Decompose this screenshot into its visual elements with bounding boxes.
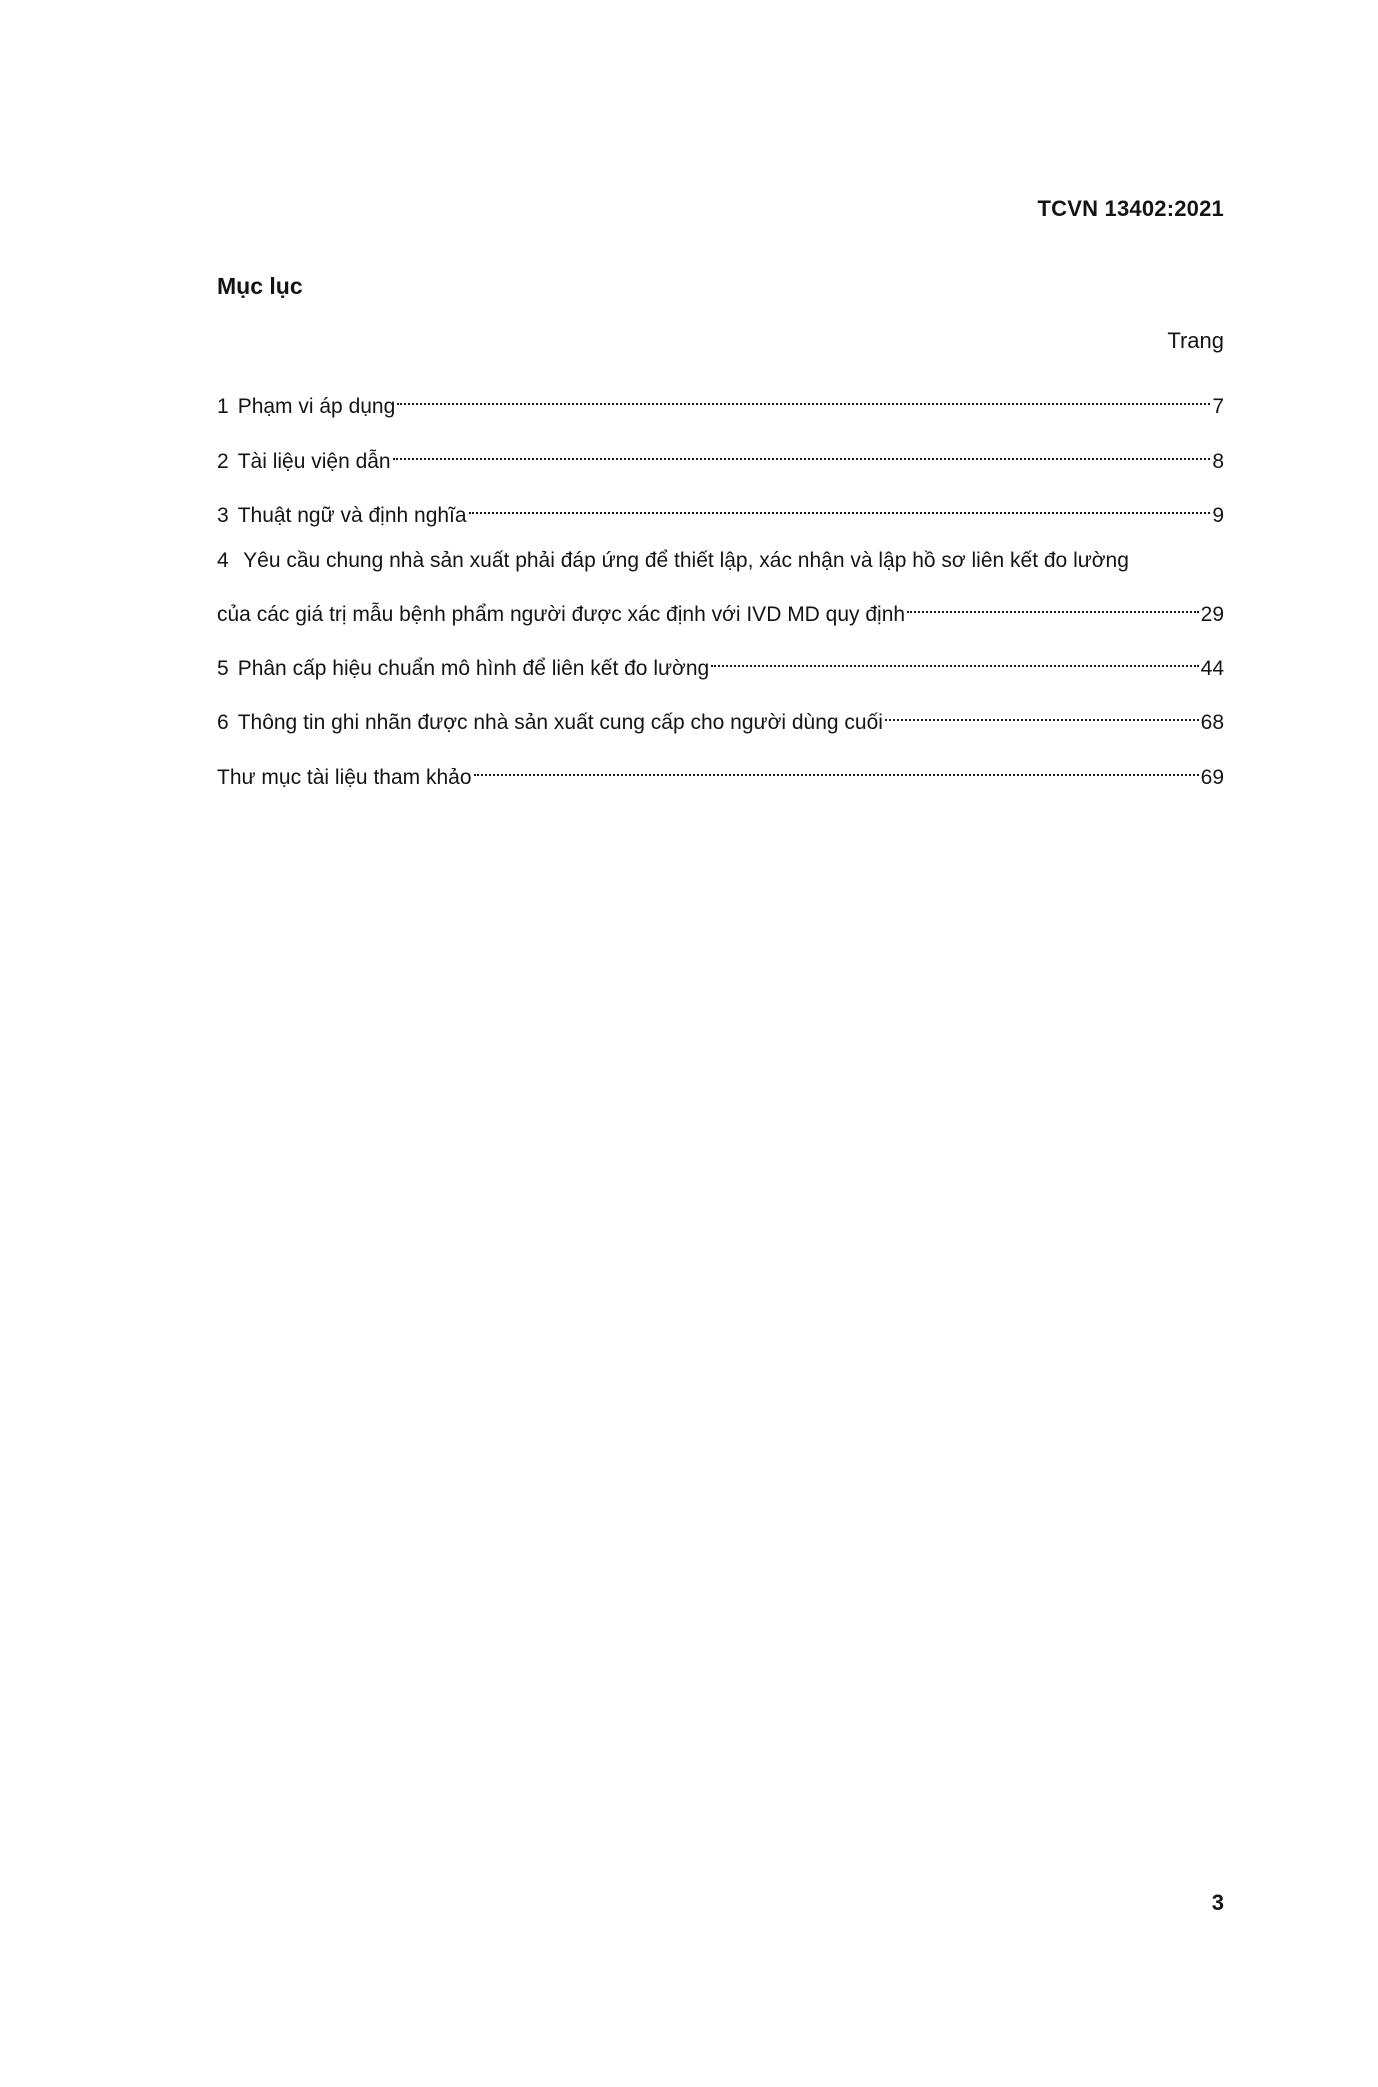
toc-entry-page: 8 (1212, 450, 1224, 473)
page-column-label: Trang (1167, 328, 1224, 353)
dot-leader (474, 754, 1199, 784)
toc-entry-page: 9 (1212, 504, 1224, 527)
toc-entry-number: 1 (217, 395, 229, 418)
toc-entry-number: 2 (217, 450, 229, 473)
toc-entry-text-line2: của các giá trị mẫu bệnh phẩm người được xác định với IVD MD quy định (217, 603, 906, 626)
dot-leader (885, 699, 1199, 729)
toc-entry-2[interactable] (217, 438, 1224, 477)
page-number: 3 (1211, 1890, 1224, 1915)
toc-entry-6[interactable] (217, 699, 1224, 738)
toc-entry-3[interactable] (217, 492, 1224, 531)
toc-entry-1[interactable] (217, 383, 1224, 422)
toc-entry-text-line1: Yêu cầu chung nhà sản xuất phải đáp ứng để thiết lập, xác nhận và lập hồ sơ liên kết đo lường (243, 549, 1129, 572)
toc-entry-text: Thuật ngữ và định nghĩa (237, 504, 467, 527)
toc-entry-number: 5 (217, 657, 229, 680)
dot-leader (907, 591, 1199, 621)
toc-entry-number: 3 (217, 504, 229, 527)
toc-title: Mục lục (217, 273, 303, 299)
toc-entry-number: 6 (217, 711, 229, 734)
toc-entry-text: Phân cấp hiệu chuẩn mô hình để liên kết đo lường (237, 657, 710, 680)
toc-entry-page: 69 (1200, 766, 1224, 789)
toc-entry-page: 44 (1200, 657, 1224, 680)
standard-code: TCVN 13402:2021 (1037, 196, 1224, 221)
toc-entry-page: 7 (1212, 395, 1224, 418)
toc-entry-text: Tài liệu viện dẫn (237, 450, 391, 473)
toc-entry-5[interactable] (217, 645, 1224, 684)
dot-leader (711, 645, 1198, 675)
toc-entry-text: Thư mục tài liệu tham khảo (217, 766, 472, 789)
toc-entry-text: Phạm vi áp dụng (237, 395, 396, 418)
toc-entry-text: Thông tin ghi nhãn được nhà sản xuất cung cấp cho người dùng cuối (237, 711, 883, 734)
dot-leader (469, 492, 1211, 522)
dot-leader (393, 438, 1211, 468)
toc-entry-bibliography[interactable] (217, 754, 1224, 793)
dot-leader (397, 383, 1210, 413)
toc-entry-4[interactable] (217, 546, 1224, 630)
toc-entry-page: 29 (1200, 603, 1224, 626)
table-of-contents (217, 0, 1224, 2087)
toc-entry-page: 68 (1200, 711, 1224, 734)
toc-entry-number: 4 (217, 549, 229, 572)
